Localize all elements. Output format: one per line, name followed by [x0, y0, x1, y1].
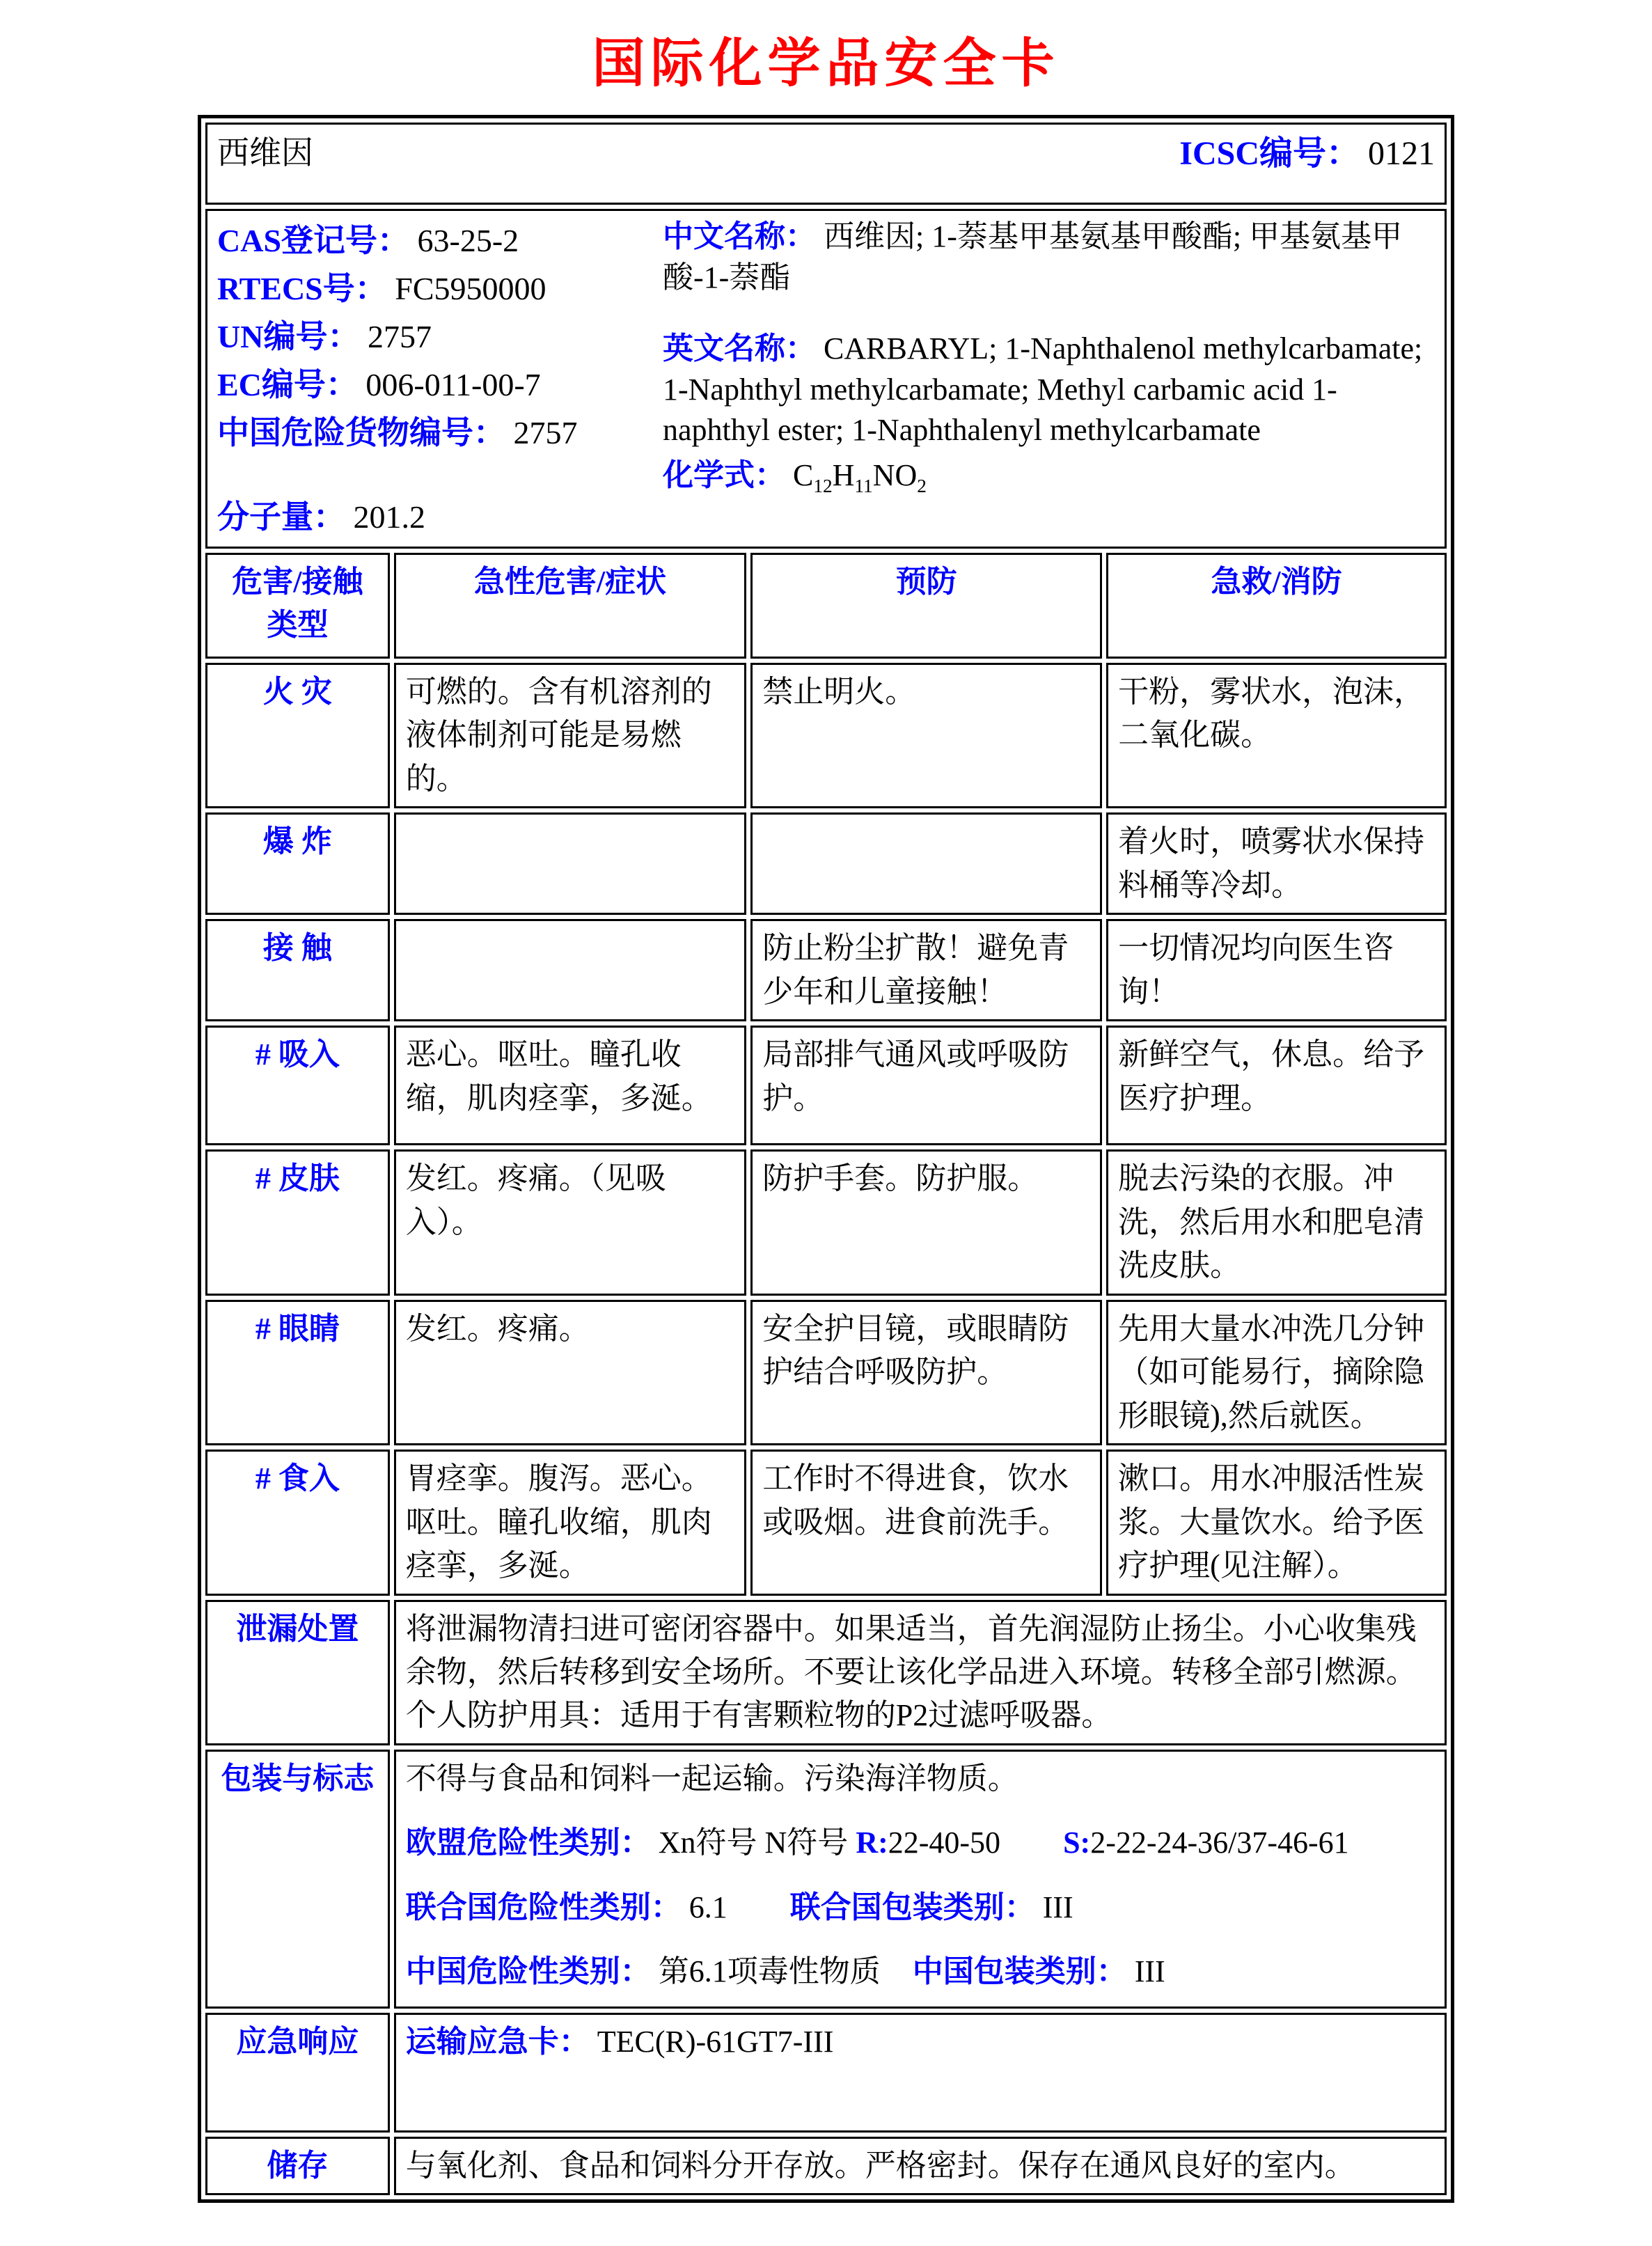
ingestion-label: # 食入: [205, 1450, 390, 1595]
icsc-number-label: ICSC编号：: [1179, 135, 1360, 172]
eu-classification-line: [406, 1821, 1415, 1864]
emergency-response-content: [394, 2013, 1447, 2133]
un-pack-group-label: 联合国包装类别：: [789, 1890, 1035, 1924]
storage-label: 储存: [205, 2137, 390, 2195]
un-pack-group-value: III: [1042, 1890, 1073, 1924]
china-dg-label: 中国危险货物编号：: [217, 415, 505, 450]
un-hazard-class-value: 6.1: [689, 1890, 727, 1924]
un-label: UN编号：: [217, 319, 360, 354]
skin-symptoms: 发红。疼痛。（见吸入）。: [394, 1149, 747, 1295]
eyes-row: [205, 1300, 1447, 1445]
eyes-label: # 眼睛: [205, 1300, 390, 1445]
cn-pack-group-value: III: [1134, 1954, 1165, 1989]
skin-response: 脱去污染的衣服。冲洗，然后用水和肥皂清洗皮肤。: [1106, 1149, 1447, 1295]
ec-label: EC编号：: [217, 367, 358, 402]
molecular-weight-label: 分子量：: [217, 499, 345, 535]
icsc-number: [1179, 130, 1435, 178]
identifier-list: [217, 217, 663, 541]
prevention-header: 预防: [750, 553, 1102, 659]
cn-classification-line: [406, 1950, 1435, 1993]
un-value: 2757: [367, 319, 432, 354]
exposure-prevention: 防止粉尘扩散！避免青少年和儿童接触！: [750, 919, 1102, 1021]
chinese-name-block: [663, 217, 1435, 298]
fire-prevention: 禁止明火。: [750, 663, 1102, 808]
packaging-row: [205, 1750, 1447, 2009]
cn-hazard-class-value: 第6.1项毒性物质: [658, 1954, 881, 1989]
ingestion-prevention: 工作时不得进食，饮水或吸烟。进食前洗手。: [750, 1450, 1102, 1595]
header-cell: [205, 123, 1447, 205]
s-phrases-label: S:: [1063, 1825, 1091, 1860]
transport-card-label: 运输应急卡：: [405, 2024, 590, 2059]
fire-row: [205, 663, 1447, 808]
page-title: 国际化学品安全卡: [592, 35, 1060, 93]
explosion-row: [205, 812, 1447, 915]
r-phrases-value: 22-40-50: [888, 1825, 1001, 1860]
storage-text: 与氧化剂、食品和饲料分开存放。严格密封。保存在通风良好的室内。: [394, 2137, 1447, 2195]
response-header: 急救/消防: [1106, 553, 1447, 659]
eyes-symptoms: 发红。疼痛。: [394, 1300, 747, 1445]
transport-card-value: TEC(R)-61GT7-III: [597, 2024, 834, 2059]
explosion-label: 爆 炸: [205, 812, 390, 915]
chemical-names: [663, 217, 1435, 541]
packaging-content: [394, 1750, 1447, 2009]
packaging-label: 包装与标志: [205, 1750, 390, 2009]
page: [0, 21, 1652, 2246]
exposure-symptoms: [394, 919, 747, 1021]
explosion-prevention: [750, 812, 1102, 915]
cas-number-line: [217, 217, 663, 265]
un-classification-line: [406, 1886, 1435, 1929]
inhalation-row: [205, 1026, 1447, 1145]
chinese-name-value: 西维因; 1-萘基甲基氨基甲酸酯; 甲基氨基甲酸-1-萘酯: [663, 219, 1403, 295]
ingestion-row: [205, 1450, 1447, 1595]
exposure-label: 接 触: [205, 919, 390, 1021]
ingestion-symptoms: 胃痉挛。腹泻。恶心。呕吐。瞳孔收缩，肌肉痉挛，多涎。: [394, 1450, 747, 1595]
eu-class-label: 欧盟危险性类别：: [405, 1825, 651, 1860]
inhalation-response: 新鲜空气，休息。给予医疗护理。: [1106, 1026, 1447, 1145]
emergency-response-label: 应急响应: [205, 2013, 390, 2133]
eyes-prevention: 安全护目镜，或眼睛防护结合呼吸防护。: [750, 1300, 1102, 1445]
ingestion-response: 漱口。用水冲服活性炭浆。大量饮水。给予医疗护理(见注解）。: [1106, 1450, 1447, 1595]
exposure-row: [205, 919, 1447, 1021]
spillage-label: 泄漏处置: [205, 1600, 390, 1745]
cn-hazard-class-label: 中国危险性类别：: [405, 1954, 651, 1989]
identification-cell: [205, 209, 1447, 549]
explosion-symptoms: [394, 812, 747, 915]
chinese-name-label: 中文名称：: [663, 219, 816, 253]
spillage-row: [205, 1600, 1447, 1745]
symptoms-header: 急性危害/症状: [394, 553, 747, 659]
china-dg-number-line: [217, 409, 663, 457]
english-name-block: [663, 329, 1435, 451]
chemical-formula-value: $C_{12}H_{11}NO_2$: [793, 457, 927, 496]
explosion-response: 着火时，喷雾状水保持料桶等冷却。: [1106, 812, 1447, 915]
fire-symptoms: 可燃的。含有机溶剂的液体制剂可能是易燃的。: [394, 663, 747, 808]
chemical-formula-line: [663, 455, 1435, 498]
substance-name: 西维因: [217, 135, 313, 171]
s-phrases-value: 2-22-24-36/37-46-61: [1090, 1825, 1349, 1860]
inhalation-prevention: 局部排气通风或呼吸防护。: [750, 1026, 1102, 1145]
eu-symbols: Xn符号 N符号: [658, 1825, 849, 1860]
emergency-response-row: [205, 2013, 1447, 2133]
fire-label: 火 灾: [205, 663, 390, 808]
eyes-response: 先用大量水冲洗几分钟（如可能易行，摘除隐形眼镜),然后就医。: [1106, 1300, 1447, 1445]
un-number-line: [217, 313, 663, 361]
english-name-label: 英文名称：: [663, 331, 816, 366]
inhalation-label: # 吸入: [205, 1026, 390, 1145]
english-name-value: CARBARYL; 1-Naphthalenol methylcarbamate; 1-Naphthyl methylcarbamate; Methyl carbamic acid 1-naphthyl ester; 1-Naphthalenyl methylcarbamate: [663, 331, 1423, 448]
exposure-response: 一切情况均向医生咨询！: [1106, 919, 1447, 1021]
identification-row: [205, 209, 1447, 549]
inhalation-symptoms: 恶心。呕吐。瞳孔收缩，肌肉痉挛，多涎。: [394, 1026, 747, 1145]
cas-label: CAS登记号：: [217, 223, 410, 258]
icsc-card: [198, 115, 1454, 2203]
skin-prevention: 防护手套。防护服。: [750, 1149, 1102, 1295]
molecular-weight-value: 201.2: [353, 499, 425, 535]
rtecs-value: FC5950000: [395, 271, 546, 306]
icsc-number-value: 0121: [1368, 135, 1435, 172]
molecular-weight-line: [217, 493, 663, 541]
rtecs-number-line: [217, 265, 663, 313]
hazard-header-row: [205, 553, 1447, 659]
ec-number-line: [217, 361, 663, 409]
cn-pack-group-label: 中国包装类别：: [912, 1954, 1127, 1989]
icsc-table: [201, 118, 1451, 2199]
spillage-text: 将泄漏物清扫进可密闭容器中。如果适当，首先润湿防止扬尘。小心收集残余物，然后转移到安全场所。不要让该化学品进入环境。转移全部引燃源。个人防护用具：适用于有害颗粒物的P2过滤呼吸器。: [394, 1600, 1447, 1745]
packaging-transport-note: 不得与食品和饲料一起运输。污染海洋物质。: [405, 1761, 1018, 1796]
hazard-type-header: 危害/接触 类型: [205, 553, 390, 659]
storage-row: [205, 2137, 1447, 2195]
skin-label: # 皮肤: [205, 1149, 390, 1295]
rtecs-label: RTECS号：: [217, 271, 387, 306]
header-row: [205, 123, 1447, 205]
ec-value: 006-011-00-7: [365, 367, 541, 402]
china-dg-value: 2757: [513, 415, 578, 450]
r-phrases-label: R:: [856, 1825, 888, 1860]
fire-response: 干粉，雾状水，泡沫，二氧化碳。: [1106, 663, 1447, 808]
skin-row: [205, 1149, 1447, 1295]
un-hazard-class-label: 联合国危险性类别：: [405, 1890, 682, 1924]
cas-value: 63-25-2: [417, 223, 519, 258]
chemical-formula-label: 化学式：: [663, 457, 785, 492]
